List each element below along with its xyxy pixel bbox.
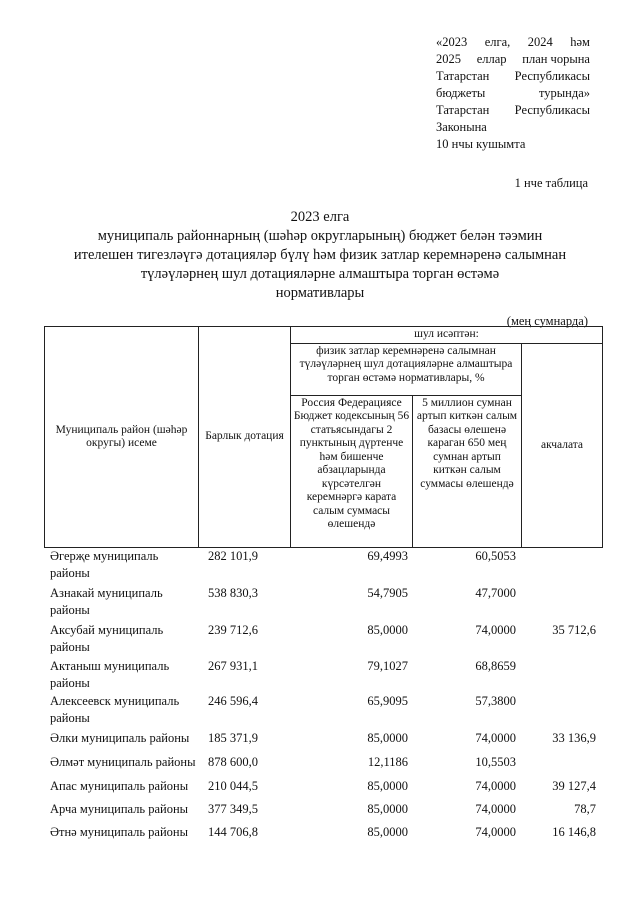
table-row [0,693,640,730]
header-total-dotation: Барлык дотация [199,327,291,548]
total-dotation: 267 931,1 [208,659,258,673]
municipality-name: Әтнә муниципаль районы [50,825,189,839]
table-row [0,730,640,754]
header-cash: акчалата [522,343,603,548]
over-5m-normative: 74,0000 [475,825,516,839]
rf-normative: 54,7905 [367,586,408,600]
rf-normative: 85,0000 [367,825,408,839]
title-line: муниципаль районнарның (шәһәр округларының) бюджет белән тәэмин [97,228,543,244]
law-ref-line: 10 нчы кушымта [436,137,526,151]
over-5m-normative: 68,8659 [475,659,516,673]
title-line: түләүләрнең шул дотацияләрне алмаштыра торган өстәмә [140,266,500,282]
total-dotation: 538 830,3 [208,586,258,600]
table-row [0,801,640,824]
header-rf-budget-code: Россия Федерациясе Бюджет кодексының 56 статьясындагы 2 пунктының дүртенче һәм бишенче абзацларында күрсәтелгән керемнәргә карата салым суммасы өлешендә [291,395,413,548]
municipality-name: Апас муниципаль районы [50,779,189,793]
municipality-name: Әлки муниципаль районы [50,731,190,745]
rf-normative: 65,9095 [367,694,408,708]
municipality-name: Арча муниципаль районы [50,802,189,816]
rf-normative: 85,0000 [367,802,408,816]
rf-normative: 85,0000 [367,623,408,637]
over-5m-normative: 74,0000 [475,731,516,745]
law-ref-line: Татарстан Республикасы [436,103,590,117]
table-row [0,658,640,693]
title-line: нормативлары [275,285,365,301]
over-5m-normative: 74,0000 [475,779,516,793]
municipality-name: Актаныш муниципаль районы [50,659,170,690]
cash-amount: 35 712,6 [552,623,596,637]
total-dotation: 878 600,0 [208,755,258,769]
table-row [0,548,640,585]
table-row [0,622,640,658]
municipality-name: Әгерҗе муниципаль районы [50,549,159,580]
municipality-name: Аксубай муниципаль районы [50,623,164,654]
law-ref-line: 2025 еллар план чорына [436,52,590,66]
total-dotation: 239 712,6 [208,623,258,637]
municipality-name: Алексеевск муниципаль районы [50,694,180,725]
law-ref-line: «2023 елга, 2024 һәм [436,35,590,49]
rf-normative: 69,4993 [367,549,408,563]
law-ref-line: бюджеты турында» [436,86,590,100]
total-dotation: 246 596,4 [208,694,258,708]
title-line: ителешен тигезләүгә дотацияләр бүлү һәм физик затлар керемнәренә салымнан [73,247,567,263]
municipality-name: Азнакай муниципаль районы [50,586,163,617]
header-ndfl-normatives: физик затлар керемнәренә салымнан түләүләрнең шул дотацияләрне алмаштыра торган өстәмә нормативлары, % [291,343,522,395]
over-5m-normative: 57,3800 [475,694,516,708]
document-title [60,208,580,303]
over-5m-normative: 74,0000 [475,802,516,816]
law-reference [436,34,590,153]
over-5m-normative: 74,0000 [475,623,516,637]
total-dotation: 185 371,9 [208,731,258,745]
table-header [44,326,603,548]
table-row [0,585,640,622]
total-dotation: 144 706,8 [208,825,258,839]
header-municipality-name: Муниципаль район (шәһәр округы) исеме [45,327,199,548]
header-over-5-million: 5 миллион сумнан артып киткән салым базасы өлешенә караган 650 мең сумнан артып киткән салым суммасы өлешендә [413,395,522,548]
law-ref-line: Татарстан Республикасы [436,69,590,83]
table-row [0,754,640,778]
total-dotation: 282 101,9 [208,549,258,563]
over-5m-normative: 10,5503 [475,755,516,769]
rf-normative: 79,1027 [367,659,408,673]
unit-note: (мең сумнарда) [506,314,588,328]
table-number: 1 нче таблица [514,176,588,190]
rf-normative: 85,0000 [367,779,408,793]
cash-amount: 39 127,4 [552,779,596,793]
over-5m-normative: 47,7000 [475,586,516,600]
cash-amount: 78,7 [574,802,596,816]
total-dotation: 377 349,5 [208,802,258,816]
title-line: 2023 елга [290,209,350,225]
cash-amount: 16 146,8 [552,825,596,839]
over-5m-normative: 60,5053 [475,549,516,563]
cash-amount: 33 136,9 [552,731,596,745]
table-body [0,548,640,847]
municipality-name: Әлмәт муниципаль районы [50,755,196,769]
law-ref-line: Законына [436,120,487,134]
rf-normative: 12,1186 [367,755,408,769]
header-including: шул исәптән: [291,327,603,344]
table-row [0,778,640,801]
table-row [0,824,640,847]
rf-normative: 85,0000 [367,731,408,745]
total-dotation: 210 044,5 [208,779,258,793]
